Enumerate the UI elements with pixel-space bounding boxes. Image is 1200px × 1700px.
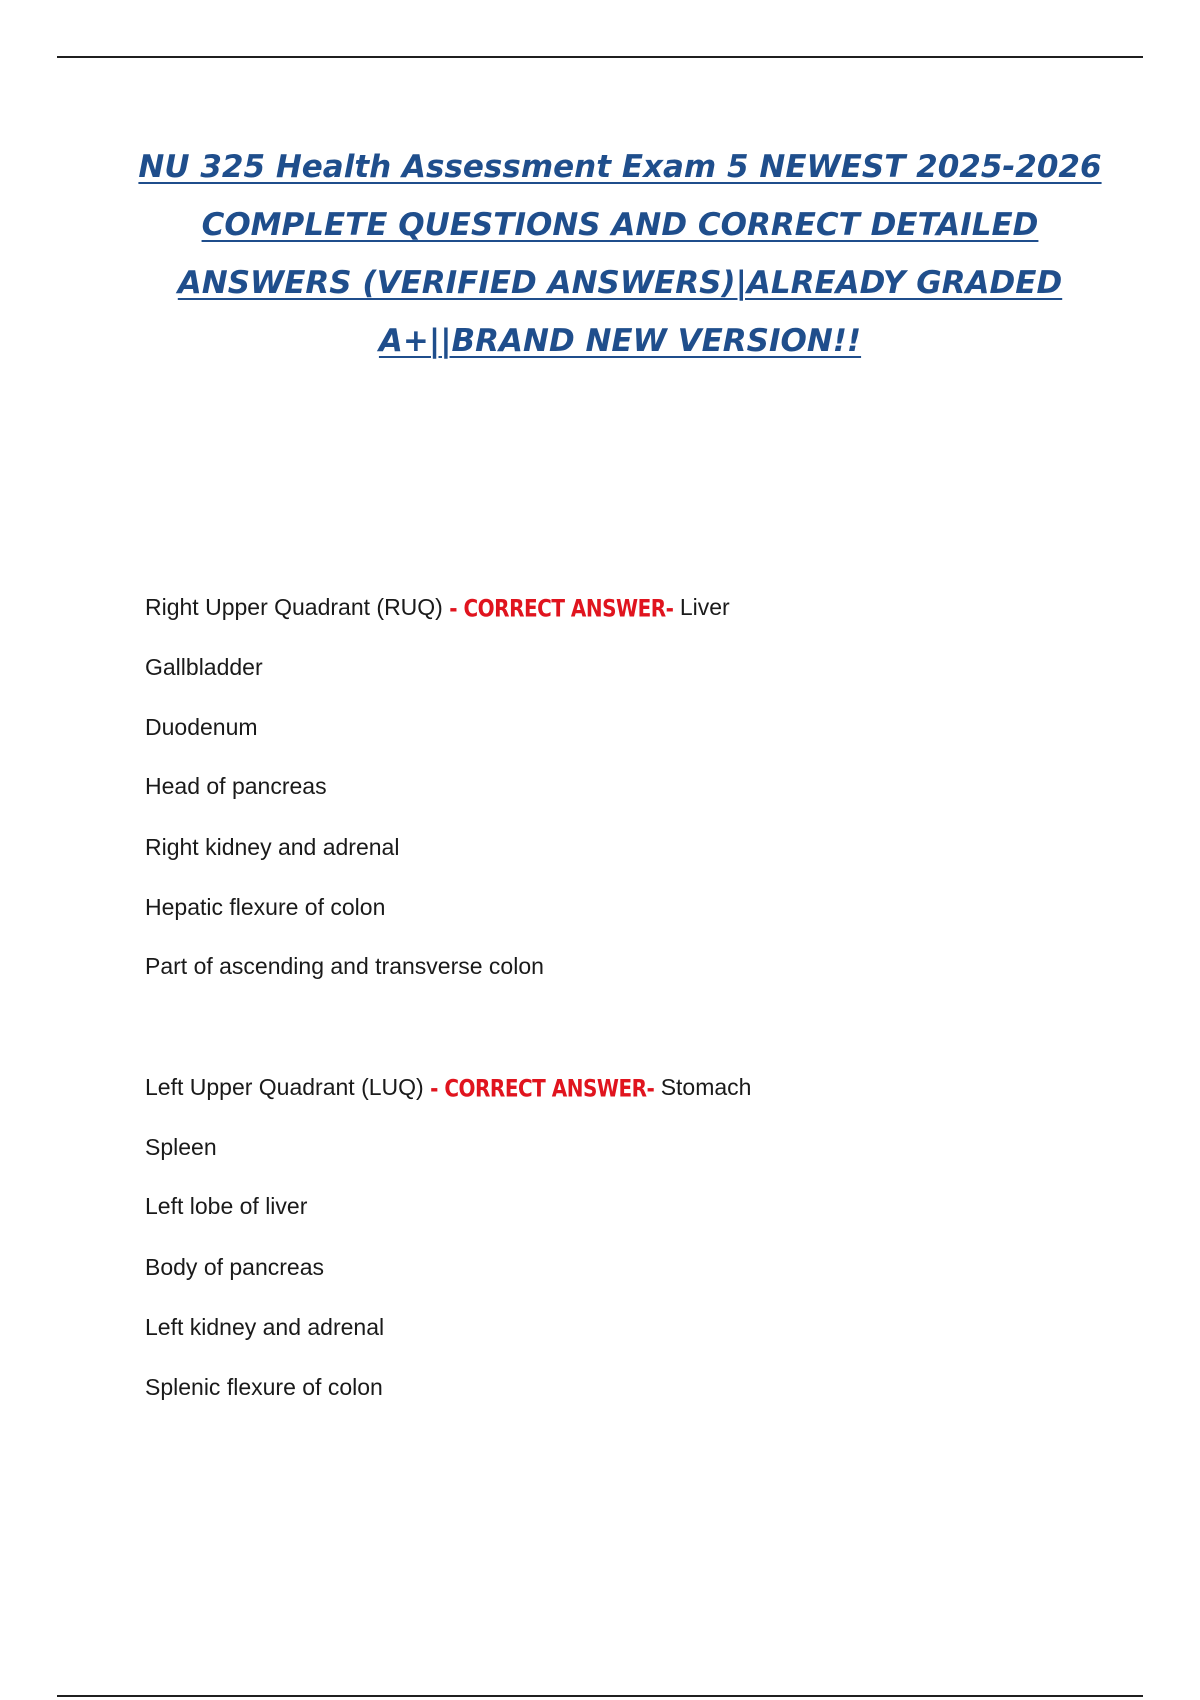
question-line bbox=[145, 1072, 751, 1103]
answer-line: Gallbladder bbox=[145, 654, 263, 680]
header-rule bbox=[57, 56, 1143, 58]
question-text: Left Upper Quadrant (LUQ) bbox=[145, 1074, 424, 1100]
answer-line: Part of ascending and transverse colon bbox=[145, 953, 544, 979]
answer-line: Duodenum bbox=[145, 714, 258, 740]
answer-line: Right kidney and adrenal bbox=[145, 834, 400, 860]
document-title: NU 325 Health Assessment Exam 5 NEWEST 2025-2026 COMPLETE QUESTIONS AND CORRECT DETAILED ANSWERS (VERIFIED ANSWERS)|ALREADY GRADED A+||BRAND NEW VERSION!! bbox=[138, 149, 1102, 359]
answer-line: Left lobe of liver bbox=[145, 1193, 308, 1219]
answer-text: Liver bbox=[679, 594, 730, 620]
answer-line: Splenic flexure of colon bbox=[145, 1374, 383, 1400]
answer-line: Head of pancreas bbox=[145, 773, 327, 799]
answer-text: Stomach bbox=[660, 1074, 752, 1100]
answer-line: Body of pancreas bbox=[145, 1254, 325, 1280]
correct-answer-marker: - CORRECT ANSWER- bbox=[430, 1073, 655, 1103]
question-line bbox=[145, 592, 730, 623]
answer-line: Hepatic flexure of colon bbox=[145, 894, 386, 920]
answer-line: Left kidney and adrenal bbox=[145, 1314, 385, 1340]
answer-line: Spleen bbox=[145, 1134, 217, 1160]
footer-rule bbox=[57, 1695, 1143, 1697]
correct-answer-marker: - CORRECT ANSWER- bbox=[449, 593, 674, 623]
question-text: Right Upper Quadrant (RUQ) bbox=[145, 594, 443, 620]
